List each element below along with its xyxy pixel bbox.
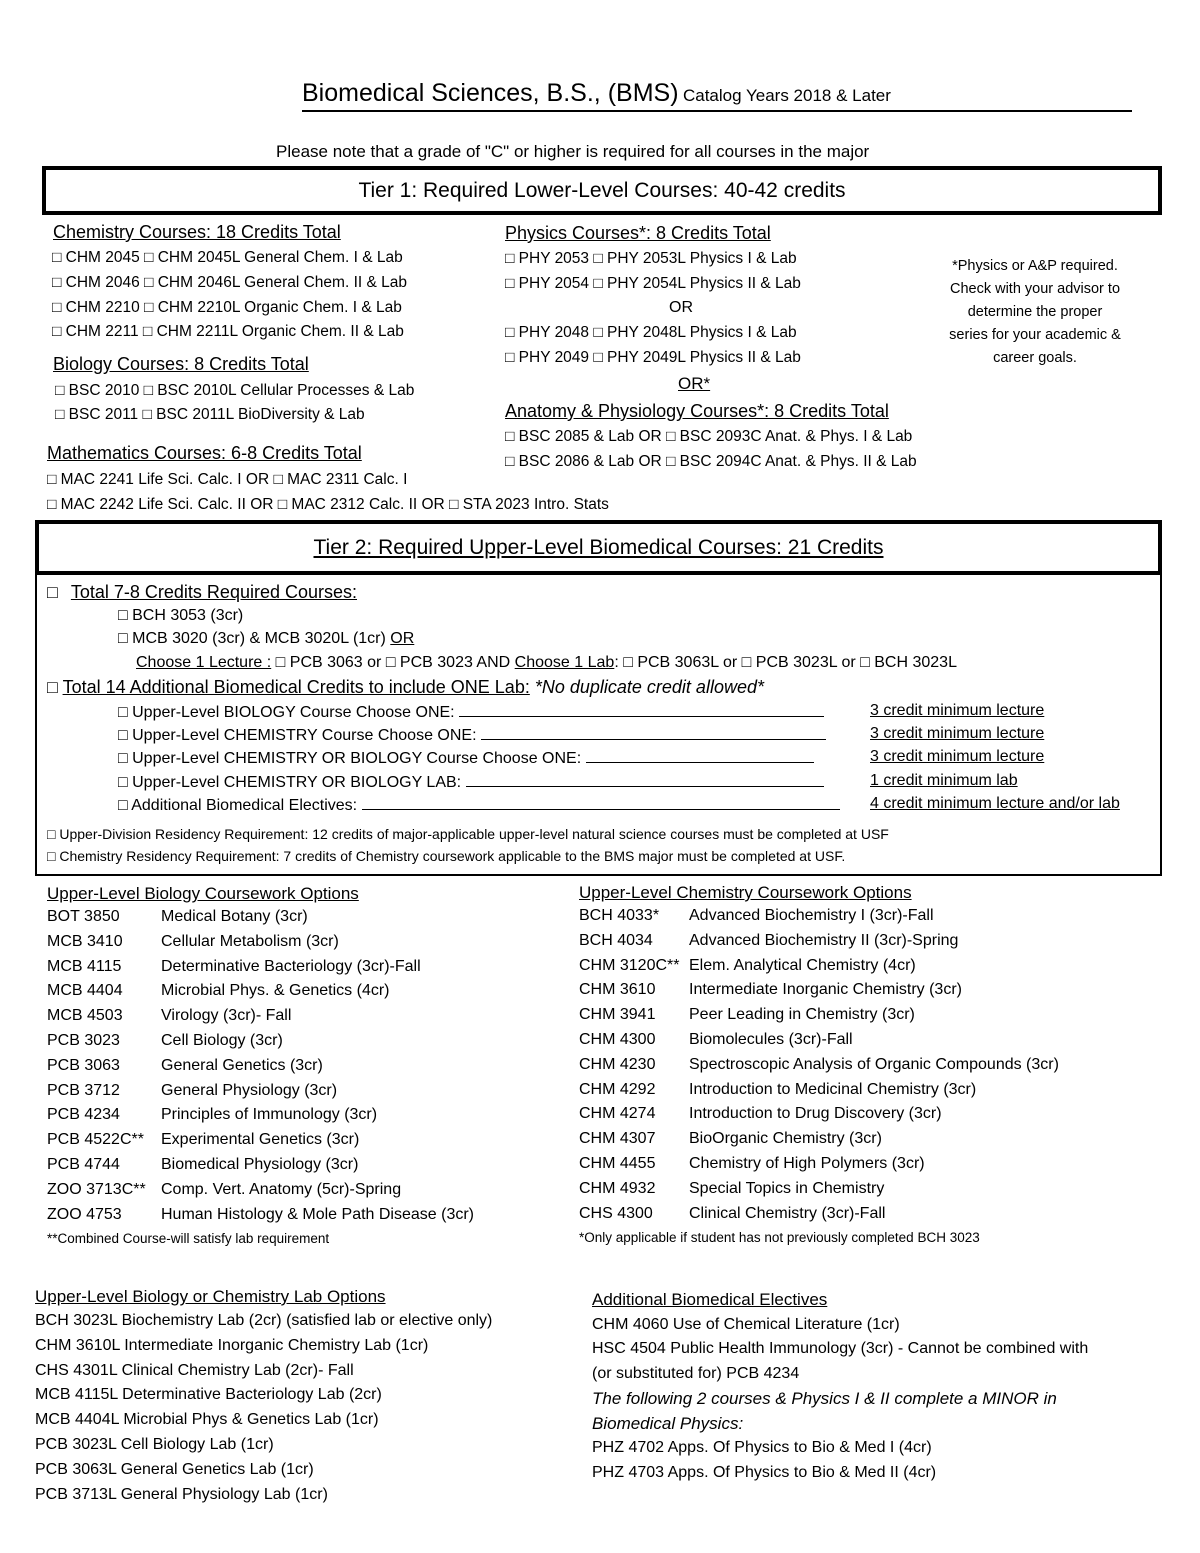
biology-option-row [47, 1007, 291, 1025]
math-item: □ MAC 2242 Life Sci. Calc. II OR □ MAC 2312 Calc. II OR □ STA 2023 Intro. Stats [47, 496, 609, 513]
choose-lecture-label: Choose 1 Lecture : [136, 654, 272, 671]
course-code: CHM 4230 [579, 1055, 656, 1073]
course-name: Principles of Immunology (3cr) [161, 1106, 378, 1124]
course-code: CHM 4292 [579, 1080, 656, 1098]
course-name: Chemistry of High Polymers (3cr) [689, 1155, 925, 1172]
chemistry-option-row [579, 1180, 884, 1198]
choice-req: 3 credit minimum lecture [870, 702, 1045, 719]
course-name: Microbial Phys. & Genetics (4cr) [161, 982, 390, 1000]
course-name: Advanced Biochemistry I (3cr)-Fall [689, 907, 934, 924]
chemistry-item: □ CHM 2210 □ CHM 2210L Organic Chem. I & Lab [52, 299, 402, 316]
math-heading: Mathematics Courses: 6-8 Credits Total [47, 443, 362, 463]
choice-req: 3 credit minimum lecture [870, 748, 1045, 765]
side-note-line: *Physics or A&P required. [952, 258, 1118, 274]
checkbox: □ [47, 677, 63, 697]
chemistry-option-row [579, 1130, 882, 1148]
course-code: ZOO 4753 [47, 1205, 122, 1223]
course-name: Clinical Chemistry (3cr)-Fall [689, 1204, 886, 1222]
title-underline [302, 110, 1132, 112]
course-code: CHM 3610 [579, 981, 656, 999]
biology-option-row [47, 1181, 401, 1199]
fill-line [362, 795, 840, 810]
fill-line [481, 725, 826, 740]
course-name: Peer Leading in Chemistry (3cr) [689, 1006, 915, 1024]
physics-item: □ PHY 2048 □ PHY 2048L Physics I & Lab [505, 324, 797, 341]
choose-lab-options: : □ PCB 3063L or □ PCB 3023L or □ BCH 3023L [614, 654, 957, 671]
choice-label: □ Upper-Level CHEMISTRY OR BIOLOGY LAB: [118, 774, 462, 791]
biology-heading: Biology Courses: 8 Credits Total [53, 354, 309, 374]
course-code: CHM 4307 [579, 1130, 656, 1148]
course-name: BioOrganic Chemistry (3cr) [689, 1130, 882, 1148]
choice-label: □ Additional Biomedical Electives: [118, 797, 358, 814]
minor-course: PHZ 4703 Apps. Of Physics to Bio & Med II (4cr) [592, 1464, 937, 1481]
physics-heading: Physics Courses*: 8 Credits Total [505, 223, 771, 243]
choice-req: 1 credit minimum lab [870, 772, 1018, 789]
course-code: PCB 4744 [47, 1156, 120, 1173]
biology-option-row [47, 1131, 359, 1149]
choose-lecture-options: □ PCB 3063 or □ PCB 3023 AND [275, 654, 511, 671]
course-code: PCB 4522C** [47, 1131, 144, 1149]
course-code: CHM 4274 [579, 1105, 656, 1123]
course-code: CHM 4932 [579, 1179, 656, 1197]
math-item: □ MAC 2241 Life Sci. Calc. I OR □ MAC 2311 Calc. I [47, 471, 408, 488]
required-courses-label: Total 7-8 Credits Required Courses: [70, 582, 358, 602]
course-code: CHM 4300 [579, 1031, 656, 1048]
course-code: PCB 3063 [47, 1056, 120, 1074]
chemistry-heading: Chemistry Courses: 18 Credits Total [53, 222, 341, 242]
chemistry-option-row [579, 1031, 853, 1049]
course-name: General Physiology (3cr) [161, 1081, 338, 1099]
course-name: Spectroscopic Analysis of Organic Compounds (3cr) [689, 1055, 1059, 1073]
biology-option-row [47, 933, 339, 951]
course-name: Cell Biology (3cr) [161, 1032, 283, 1049]
choice-chemistry [118, 725, 826, 745]
tier1-title: Tier 1: Required Lower-Level Courses: 40-42 credits [358, 179, 846, 202]
course-name: Advanced Biochemistry II (3cr)-Spring [689, 931, 959, 949]
course-name: Introduction to Medicinal Chemistry (3cr) [689, 1080, 977, 1098]
electives-heading: Additional Biomedical Electives [592, 1290, 828, 1309]
course-code: MCB 4503 [47, 1007, 123, 1025]
chemistry-option-row [579, 981, 962, 999]
chemistry-residency: □ Chemistry Residency Requirement: 7 credits of Chemistry coursework applicable to the BMS major must be completed at USF. [47, 848, 846, 864]
choice-req: 4 credit minimum lecture and/or lab [870, 795, 1120, 812]
catalog-years: Catalog Years 2018 & Later [682, 86, 891, 105]
bch-3053: □ BCH 3053 (3cr) [118, 607, 244, 624]
chemistry-options-heading: Upper-Level Chemistry Coursework Options [579, 883, 912, 902]
biology-item: □ BSC 2010 □ BSC 2010L Cellular Processes & Lab [55, 382, 415, 399]
mcb-3020-label: □ MCB 3020 (3cr) & MCB 3020L (1cr) [118, 630, 386, 647]
course-name: Medical Botany (3cr) [161, 908, 308, 925]
elective-line: CHM 4060 Use of Chemical Literature (1cr) [592, 1316, 900, 1333]
physics-side-note [920, 255, 1150, 370]
course-name: Cellular Metabolism (3cr) [161, 932, 339, 950]
additional-credits-heading [47, 677, 764, 698]
physics-item: □ PHY 2054 □ PHY 2054L Physics II & Lab [505, 275, 801, 292]
lab-option-row: BCH 3023L Biochemistry Lab (2cr) (satisfied lab or elective only) [35, 1312, 493, 1329]
anatomy-heading: Anatomy & Physiology Courses*: 8 Credits Total [505, 401, 889, 421]
course-code: PCB 3023 [47, 1032, 120, 1049]
course-code: CHS 4300 [579, 1204, 653, 1222]
side-note-line: career goals. [993, 350, 1077, 366]
required-courses-heading [47, 582, 357, 603]
course-name: Human Histology & Mole Path Disease (3cr) [161, 1205, 475, 1223]
biology-option-row [47, 1057, 323, 1075]
choose-lab-label: Choose 1 Lab [514, 654, 615, 671]
course-name: Biomedical Physiology (3cr) [161, 1156, 359, 1173]
chemistry-item: □ CHM 2046 □ CHM 2046L General Chem. II & Lab [52, 274, 408, 291]
course-code: PCB 4234 [47, 1106, 120, 1124]
course-name: Biomolecules (3cr)-Fall [689, 1031, 853, 1048]
course-code: MCB 3410 [47, 932, 123, 950]
biology-option-row [47, 982, 390, 1000]
biology-footnote: **Combined Course-will satisfy lab requirement [47, 1231, 330, 1246]
biology-option-row [47, 958, 421, 976]
anatomy-item: □ BSC 2085 & Lab OR □ BSC 2093C Anat. & Phys. I & Lab [505, 428, 913, 445]
side-note-line: series for your academic & [949, 327, 1121, 343]
anatomy-item: □ BSC 2086 & Lab OR □ BSC 2094C Anat. & Phys. II & Lab [505, 453, 917, 470]
page-title-main: Biomedical Sciences, B.S., (BMS) [302, 79, 679, 107]
chemistry-option-row [579, 1205, 885, 1223]
tier2-title: Tier 2: Required Upper-Level Biomedical Courses: 21 Credits [313, 536, 884, 559]
biology-options-heading: Upper-Level Biology Coursework Options [47, 884, 359, 903]
biology-item: □ BSC 2011 □ BSC 2011L BioDiversity & Lab [55, 406, 365, 423]
chemistry-option-row [579, 957, 916, 975]
lab-option-row: PCB 3063L General Genetics Lab (1cr) [35, 1460, 314, 1478]
course-code: CHM 4455 [579, 1155, 656, 1172]
minor-note: Biomedical Physics: [592, 1414, 744, 1433]
lab-option-row: CHS 4301L Clinical Chemistry Lab (2cr)- Fall [35, 1361, 354, 1379]
grade-note: Please note that a grade of "C" or higher is required for all courses in the major [276, 142, 870, 161]
physics-or-star: OR* [678, 374, 711, 393]
physics-or: OR [669, 299, 693, 316]
fill-line [466, 772, 824, 787]
lab-option-row: MCB 4115L Determinative Bacteriology Lab (2cr) [35, 1386, 382, 1404]
physics-item: □ PHY 2053 □ PHY 2053L Physics I & Lab [505, 250, 797, 267]
lab-option-row: PCB 3023L Cell Biology Lab (1cr) [35, 1436, 274, 1453]
chemistry-option-row [579, 1006, 915, 1024]
biology-option-row [47, 908, 308, 926]
course-name: Introduction to Drug Discovery (3cr) [689, 1105, 942, 1123]
course-code: MCB 4115 [47, 957, 122, 975]
mcb-3020 [118, 630, 414, 648]
checkbox: □ [47, 582, 63, 602]
elective-line: HSC 4504 Public Health Immunology (3cr) - Cannot be combined with [592, 1340, 1089, 1357]
chemistry-item: □ CHM 2211 □ CHM 2211L Organic Chem. II & Lab [52, 323, 404, 340]
course-name: Special Topics in Chemistry [689, 1179, 885, 1197]
chemistry-footnote: *Only applicable if student has not previously completed BCH 3023 [579, 1230, 980, 1245]
choice-lab [118, 772, 824, 792]
biology-option-row [47, 1082, 337, 1100]
course-code: CHM 3120C** [579, 956, 680, 974]
fill-line [586, 748, 814, 763]
choice-label: □ Upper-Level CHEMISTRY OR BIOLOGY Course Choose ONE: [118, 750, 582, 767]
course-name: Intermediate Inorganic Chemistry (3cr) [689, 981, 962, 999]
side-note-line: determine the proper [967, 304, 1103, 320]
course-code: BCH 4033* [579, 907, 660, 924]
lab-option-row: MCB 4404L Microbial Phys & Genetics Lab (1cr) [35, 1411, 379, 1429]
lab-option-row: PCB 3713L General Physiology Lab (1cr) [35, 1485, 328, 1503]
choice-biology [118, 702, 824, 722]
chemistry-option-row [579, 1056, 1059, 1074]
tier1-header-box [42, 166, 1162, 215]
fill-line [459, 702, 824, 717]
chemistry-option-row [579, 907, 934, 925]
biology-option-row [47, 1032, 283, 1050]
choice-label: □ Upper-Level CHEMISTRY Course Choose ONE: [118, 727, 477, 744]
choice-chem-or-bio [118, 748, 814, 768]
side-note-line: Check with your advisor to [949, 281, 1121, 297]
biology-option-row [47, 1206, 474, 1224]
course-name: Determinative Bacteriology (3cr)-Fall [161, 957, 421, 975]
tier2-header-box [35, 520, 1162, 575]
course-code: PCB 3712 [47, 1081, 120, 1099]
no-duplicate-note: *No duplicate credit allowed* [534, 677, 764, 697]
choice-electives [118, 795, 840, 815]
mcb-or: OR [390, 630, 415, 647]
lab-options-heading: Upper-Level Biology or Chemistry Lab Options [35, 1287, 386, 1306]
biology-option-row [47, 1106, 377, 1124]
chemistry-item: □ CHM 2045 □ CHM 2045L General Chem. I & Lab [52, 249, 403, 266]
chemistry-option-row [579, 1155, 925, 1173]
course-name: General Genetics (3cr) [161, 1056, 323, 1074]
course-code: ZOO 3713C** [47, 1180, 146, 1198]
chemistry-option-row [579, 1105, 942, 1123]
page-title [302, 79, 891, 108]
elective-line: (or substituted for) PCB 4234 [592, 1365, 800, 1382]
course-name: Experimental Genetics (3cr) [161, 1131, 360, 1149]
lab-option-row: CHM 3610L Intermediate Inorganic Chemistry Lab (1cr) [35, 1336, 429, 1354]
course-name: Elem. Analytical Chemistry (4cr) [689, 956, 916, 974]
chemistry-option-row [579, 932, 958, 950]
course-code: CHM 3941 [579, 1006, 656, 1024]
course-name: Virology (3cr)- Fall [161, 1007, 292, 1025]
upper-division-residency: □ Upper-Division Residency Requirement: 12 credits of major-applicable upper-level natural science courses must be completed at USF [47, 826, 889, 842]
choice-label: □ Upper-Level BIOLOGY Course Choose ONE: [118, 704, 455, 721]
choose-lecture-lab [136, 654, 957, 672]
biology-option-row [47, 1156, 358, 1174]
minor-course: PHZ 4702 Apps. Of Physics to Bio & Med I (4cr) [592, 1439, 932, 1456]
minor-note: The following 2 courses & Physics I & II complete a MINOR in [592, 1389, 1057, 1408]
choice-req: 3 credit minimum lecture [870, 725, 1045, 742]
chemistry-option-row [579, 1081, 976, 1099]
course-code: BCH 4034 [579, 931, 653, 949]
course-code: MCB 4404 [47, 982, 123, 1000]
course-name: Comp. Vert. Anatomy (5cr)-Spring [161, 1180, 402, 1198]
additional-credits-label: Total 14 Additional Biomedical Credits to include ONE Lab: [62, 677, 530, 697]
physics-item: □ PHY 2049 □ PHY 2049L Physics II & Lab [505, 349, 801, 366]
course-code: BOT 3850 [47, 908, 120, 925]
